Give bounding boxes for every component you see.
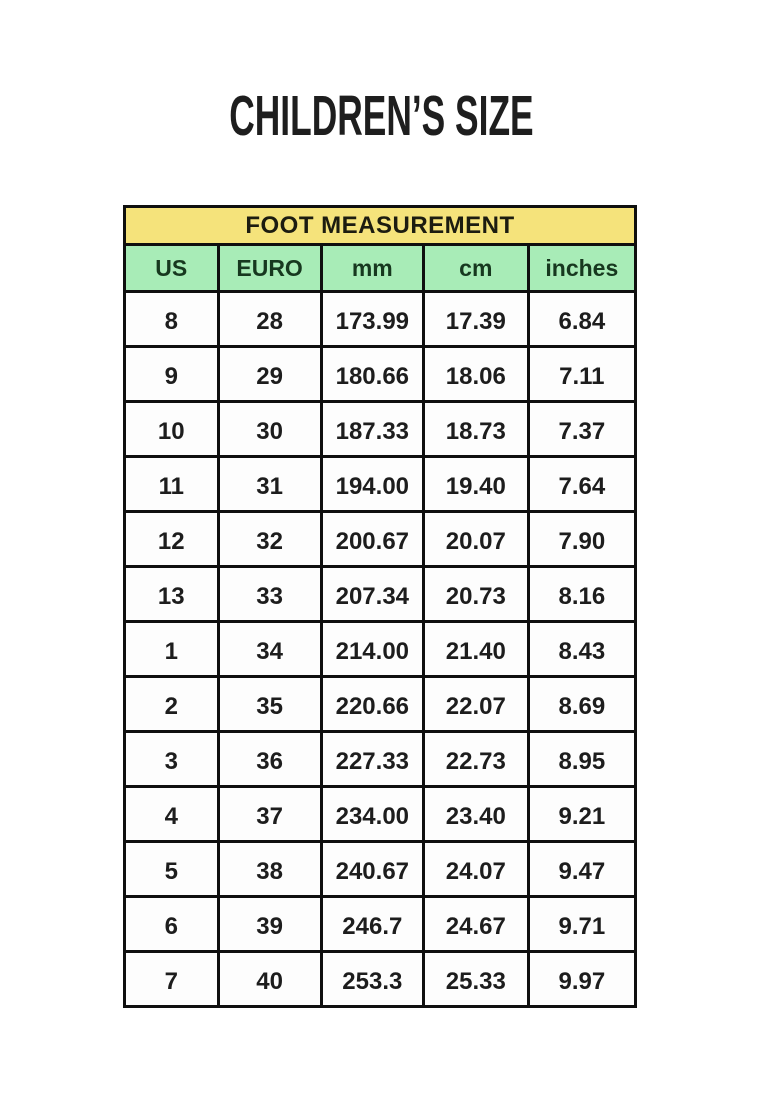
- data-cell-euro: 38: [218, 842, 321, 897]
- table-row: [125, 292, 636, 347]
- data-cell-euro: 39: [218, 897, 321, 952]
- column-header-mm: mm: [321, 245, 423, 292]
- data-cell-euro: 36: [218, 732, 321, 787]
- size-table: [123, 205, 637, 1008]
- data-cell-us: 10: [125, 402, 219, 457]
- data-cell-mm: 227.33: [321, 732, 423, 787]
- data-cell-us: 1: [125, 622, 219, 677]
- data-cell-inches: 9.97: [528, 952, 635, 1007]
- data-cell-euro: 34: [218, 622, 321, 677]
- data-cell-inches: 8.16: [528, 567, 635, 622]
- data-cell-us: 12: [125, 512, 219, 567]
- data-cell-inches: 8.43: [528, 622, 635, 677]
- data-cell-cm: 24.07: [423, 842, 528, 897]
- page-title-wrap: [0, 84, 762, 148]
- column-header-us: US: [125, 245, 219, 292]
- data-cell-inches: 8.95: [528, 732, 635, 787]
- data-cell-mm: 234.00: [321, 787, 423, 842]
- table-row: [125, 952, 636, 1007]
- column-header-cm: cm: [423, 245, 528, 292]
- data-cell-cm: 24.67: [423, 897, 528, 952]
- data-cell-inches: 7.64: [528, 457, 635, 512]
- table-row: [125, 677, 636, 732]
- table-row: [125, 842, 636, 897]
- data-cell-euro: 40: [218, 952, 321, 1007]
- data-cell-euro: 29: [218, 347, 321, 402]
- data-cell-mm: 200.67: [321, 512, 423, 567]
- data-cell-us: 5: [125, 842, 219, 897]
- data-cell-us: 4: [125, 787, 219, 842]
- data-cell-cm: 19.40: [423, 457, 528, 512]
- data-cell-cm: 20.73: [423, 567, 528, 622]
- data-cell-inches: 8.69: [528, 677, 635, 732]
- table-row: [125, 457, 636, 512]
- data-cell-cm: 22.73: [423, 732, 528, 787]
- column-header-inches: inches: [528, 245, 635, 292]
- table-row: [125, 732, 636, 787]
- data-cell-us: 11: [125, 457, 219, 512]
- foot-measurement-row: [125, 207, 636, 245]
- data-cell-mm: 180.66: [321, 347, 423, 402]
- data-cell-us: 3: [125, 732, 219, 787]
- data-cell-cm: 20.07: [423, 512, 528, 567]
- page-title: CHILDREN’S SIZE: [228, 84, 534, 148]
- data-cell-inches: 6.84: [528, 292, 635, 347]
- foot-measurement-header: FOOT MEASUREMENT: [125, 207, 636, 245]
- data-cell-us: 13: [125, 567, 219, 622]
- data-cell-euro: 35: [218, 677, 321, 732]
- data-cell-euro: 31: [218, 457, 321, 512]
- table-row: [125, 622, 636, 677]
- data-cell-cm: 25.33: [423, 952, 528, 1007]
- table-row: [125, 347, 636, 402]
- data-cell-mm: 246.7: [321, 897, 423, 952]
- column-header-euro: EURO: [218, 245, 321, 292]
- data-cell-cm: 18.73: [423, 402, 528, 457]
- data-cell-euro: 32: [218, 512, 321, 567]
- data-cell-mm: 173.99: [321, 292, 423, 347]
- data-cell-cm: 18.06: [423, 347, 528, 402]
- size-table-head: [125, 207, 636, 292]
- data-cell-mm: 214.00: [321, 622, 423, 677]
- data-cell-mm: 253.3: [321, 952, 423, 1007]
- table-row: [125, 787, 636, 842]
- data-cell-mm: 207.34: [321, 567, 423, 622]
- column-header-row: [125, 245, 636, 292]
- table-row: [125, 402, 636, 457]
- table-row: [125, 512, 636, 567]
- data-cell-inches: 9.47: [528, 842, 635, 897]
- data-cell-cm: 17.39: [423, 292, 528, 347]
- data-cell-inches: 7.37: [528, 402, 635, 457]
- data-cell-inches: 7.11: [528, 347, 635, 402]
- data-cell-us: 6: [125, 897, 219, 952]
- data-cell-mm: 240.67: [321, 842, 423, 897]
- data-cell-mm: 187.33: [321, 402, 423, 457]
- data-cell-inches: 9.21: [528, 787, 635, 842]
- data-cell-cm: 21.40: [423, 622, 528, 677]
- data-cell-cm: 23.40: [423, 787, 528, 842]
- data-cell-euro: 28: [218, 292, 321, 347]
- data-cell-mm: 220.66: [321, 677, 423, 732]
- data-cell-euro: 30: [218, 402, 321, 457]
- data-cell-mm: 194.00: [321, 457, 423, 512]
- data-cell-us: 9: [125, 347, 219, 402]
- data-cell-inches: 7.90: [528, 512, 635, 567]
- size-table-body: [125, 292, 636, 1007]
- data-cell-us: 7: [125, 952, 219, 1007]
- data-cell-us: 8: [125, 292, 219, 347]
- data-cell-us: 2: [125, 677, 219, 732]
- data-cell-cm: 22.07: [423, 677, 528, 732]
- data-cell-euro: 37: [218, 787, 321, 842]
- table-row: [125, 567, 636, 622]
- data-cell-inches: 9.71: [528, 897, 635, 952]
- data-cell-euro: 33: [218, 567, 321, 622]
- table-row: [125, 897, 636, 952]
